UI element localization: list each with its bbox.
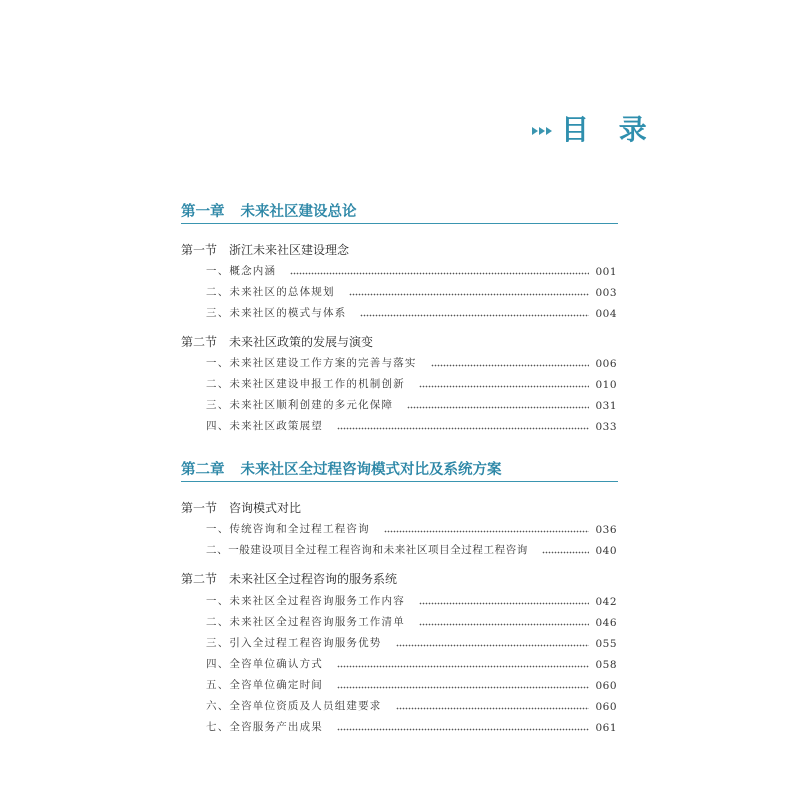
chapter-title: 未来社区建设总论 bbox=[240, 204, 357, 220]
toc-heading bbox=[532, 108, 657, 148]
toc-entry[interactable] bbox=[206, 417, 617, 433]
section-number: 第一节 bbox=[181, 243, 218, 257]
entry-page: 010 bbox=[595, 379, 617, 391]
dot-leader bbox=[337, 721, 589, 731]
entry-page: 033 bbox=[595, 421, 617, 433]
toc-entry[interactable] bbox=[206, 541, 617, 557]
toc-entry[interactable] bbox=[206, 613, 617, 629]
section-heading bbox=[181, 333, 373, 350]
entry-page: 046 bbox=[595, 617, 617, 629]
entry-page: 042 bbox=[595, 596, 617, 608]
dot-leader bbox=[337, 658, 589, 668]
section-heading bbox=[181, 241, 349, 258]
dot-leader bbox=[419, 378, 590, 388]
entry-label: 三、未来社区顺利创建的多元化保障 bbox=[206, 399, 394, 411]
chapter-title: 未来社区全过程咨询模式对比及系统方案 bbox=[240, 462, 502, 478]
chapter-heading bbox=[181, 200, 618, 224]
dot-leader bbox=[396, 700, 590, 710]
double-chevron-icon bbox=[532, 127, 553, 135]
entry-label: 五、全咨单位确定时间 bbox=[206, 679, 323, 691]
dot-leader bbox=[384, 523, 590, 533]
entry-page: 036 bbox=[595, 524, 617, 536]
toc-entry[interactable] bbox=[206, 262, 617, 278]
dot-leader bbox=[337, 679, 589, 689]
toc-entry[interactable] bbox=[206, 697, 617, 713]
toc-entry[interactable] bbox=[206, 634, 617, 650]
entry-page: 055 bbox=[595, 638, 617, 650]
toc-entry[interactable] bbox=[206, 354, 617, 370]
entry-label: 二、未来社区建设申报工作的机制创新 bbox=[206, 378, 405, 390]
entry-label: 二、未来社区的总体规划 bbox=[206, 286, 335, 298]
toc-entry[interactable] bbox=[206, 375, 617, 391]
chapter-number: 第二章 bbox=[181, 462, 225, 478]
toc-entry[interactable] bbox=[206, 396, 617, 412]
entry-label: 三、未来社区的模式与体系 bbox=[206, 307, 347, 319]
entry-page: 031 bbox=[595, 400, 617, 412]
toc-entry[interactable] bbox=[206, 718, 617, 734]
section-title: 未来社区政策的发展与演变 bbox=[229, 335, 374, 349]
entry-label: 一、概念内涵 bbox=[206, 265, 277, 277]
toc-entry[interactable] bbox=[206, 520, 617, 536]
toc-entry[interactable] bbox=[206, 676, 617, 692]
dot-leader bbox=[419, 595, 590, 605]
entry-label: 一、传统咨询和全过程工程咨询 bbox=[206, 523, 370, 535]
entry-page: 061 bbox=[595, 722, 617, 734]
section-heading bbox=[181, 499, 301, 516]
entry-label: 一、未来社区建设工作方案的完善与落实 bbox=[206, 357, 417, 369]
dot-leader bbox=[407, 399, 589, 409]
dot-leader bbox=[419, 616, 590, 626]
entry-page: 060 bbox=[595, 680, 617, 692]
entry-page: 060 bbox=[595, 701, 617, 713]
toc-entry[interactable] bbox=[206, 304, 617, 320]
section-number: 第二节 bbox=[181, 335, 218, 349]
chapter-number: 第一章 bbox=[181, 204, 225, 220]
section-title: 浙江未来社区建设理念 bbox=[229, 243, 350, 257]
entry-page: 058 bbox=[595, 659, 617, 671]
toc-title: 目 录 bbox=[561, 113, 657, 146]
entry-page: 001 bbox=[595, 266, 617, 278]
entry-page: 040 bbox=[595, 545, 617, 557]
entry-page: 006 bbox=[595, 358, 617, 370]
entry-label: 二、未来社区全过程咨询服务工作清单 bbox=[206, 616, 405, 628]
section-title: 未来社区全过程咨询的服务系统 bbox=[229, 572, 398, 586]
entry-label: 二、一般建设项目全过程工程咨询和未来社区项目全过程工程咨询 bbox=[206, 544, 528, 556]
entry-label: 六、全咨单位资质及人员组建要求 bbox=[206, 700, 382, 712]
entry-label: 四、未来社区政策展望 bbox=[206, 420, 323, 432]
dot-leader bbox=[337, 420, 589, 430]
dot-leader bbox=[396, 637, 590, 647]
chapter-heading bbox=[181, 458, 618, 482]
dot-leader bbox=[542, 544, 590, 554]
entry-label: 一、未来社区全过程咨询服务工作内容 bbox=[206, 595, 405, 607]
dot-leader bbox=[360, 307, 589, 317]
dot-leader bbox=[290, 265, 589, 275]
section-title: 咨询模式对比 bbox=[229, 501, 302, 515]
entry-page: 003 bbox=[595, 287, 617, 299]
toc-entry[interactable] bbox=[206, 655, 617, 671]
entry-label: 三、引入全过程工程咨询服务优势 bbox=[206, 637, 382, 649]
entry-label: 七、全咨服务产出成果 bbox=[206, 721, 323, 733]
section-number: 第一节 bbox=[181, 501, 218, 515]
entry-page: 004 bbox=[595, 308, 617, 320]
entry-label: 四、全咨单位确认方式 bbox=[206, 658, 323, 670]
section-number: 第二节 bbox=[181, 572, 218, 586]
dot-leader bbox=[349, 286, 590, 296]
dot-leader bbox=[431, 357, 590, 367]
section-heading bbox=[181, 570, 397, 587]
toc-entry[interactable] bbox=[206, 592, 617, 608]
toc-entry[interactable] bbox=[206, 283, 617, 299]
